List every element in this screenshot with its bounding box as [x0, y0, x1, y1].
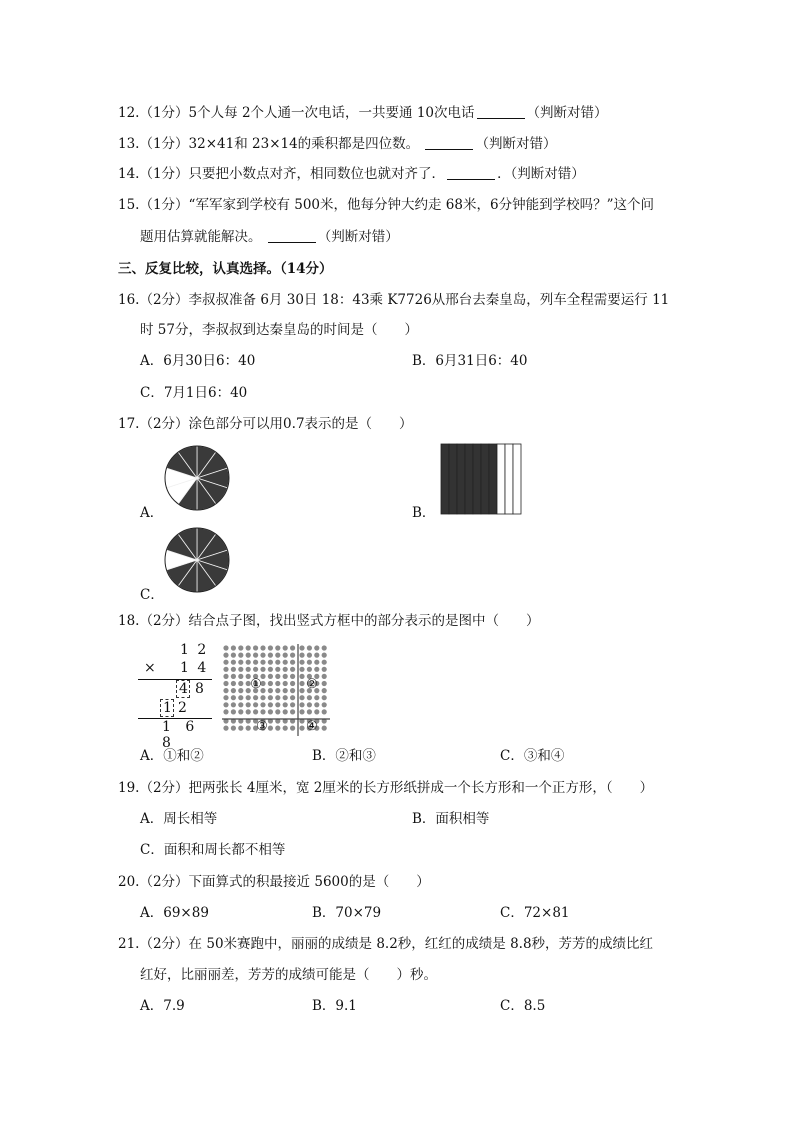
- grid-dot: [246, 667, 251, 672]
- grid-dot: [307, 667, 312, 672]
- multiplicand: 1 2: [180, 642, 209, 658]
- grid-dot: [322, 702, 327, 707]
- grid-dot: [253, 695, 258, 700]
- grid-dot: [268, 660, 273, 665]
- grid-dot: [268, 667, 273, 672]
- grid-dot: [290, 674, 295, 679]
- grid-dot: [246, 702, 251, 707]
- grid-dot: [283, 709, 288, 714]
- grid-dot: [314, 653, 319, 658]
- grid-dot: [253, 645, 258, 650]
- grid-dot: [283, 681, 288, 686]
- answer-blank[interactable]: [447, 165, 495, 180]
- grid-dot: [283, 688, 288, 693]
- grid-dot: [268, 674, 273, 679]
- option-c[interactable]: C．面积和周长都不相等: [140, 842, 286, 858]
- grid-dot: [238, 709, 243, 714]
- answer-blank[interactable]: [268, 228, 316, 243]
- grid-dot: [260, 645, 265, 650]
- grid-dot: [322, 667, 327, 672]
- grid-dot: [275, 709, 280, 714]
- grid-dot: [268, 681, 273, 686]
- grid-dot: [314, 702, 319, 707]
- grid-dot: [246, 726, 251, 731]
- region-label-3: ③: [256, 719, 268, 734]
- divider-line: [138, 679, 212, 680]
- option-a[interactable]: A．7.9: [140, 998, 185, 1014]
- option-a[interactable]: A．6月30日6：40: [140, 353, 256, 369]
- grid-dot: [307, 660, 312, 665]
- grid-dot: [299, 681, 304, 686]
- grid-dot: [322, 726, 327, 731]
- grid-dot: [223, 667, 228, 672]
- boxed-digit: 1: [163, 700, 172, 716]
- grid-dot: [283, 726, 288, 731]
- grid-dot: [231, 667, 236, 672]
- grid-dot: [260, 667, 265, 672]
- region-label-1: ①: [250, 677, 262, 692]
- grid-dot: [322, 681, 327, 686]
- grid-dot: [275, 653, 280, 658]
- grid-dot: [275, 726, 280, 731]
- grid-dot: [268, 695, 273, 700]
- grid-dot: [283, 667, 288, 672]
- pie-chart-a: [163, 444, 231, 512]
- grid-dot: [253, 702, 258, 707]
- grid-dot: [260, 702, 265, 707]
- grid-dot: [223, 695, 228, 700]
- grid-dot: [275, 702, 280, 707]
- dot-grid: [222, 644, 330, 736]
- question-13-hint: （判断对错）: [475, 136, 557, 152]
- grid-dot: [223, 709, 228, 714]
- question-19: 19.（2分）把两张长 4厘米，宽 2厘米的长方形纸拼成一个长方形和一个正方形，（ ）: [118, 780, 654, 796]
- partial-product-digit: 8: [195, 681, 204, 697]
- grid-dot: [223, 660, 228, 665]
- grid-dot: [231, 645, 236, 650]
- bar-segment: [441, 444, 449, 514]
- grid-dot: [314, 667, 319, 672]
- grid-dot: [275, 660, 280, 665]
- bar-segment: [489, 444, 497, 514]
- grid-dot: [246, 709, 251, 714]
- grid-dot: [246, 660, 251, 665]
- grid-dot: [231, 653, 236, 658]
- grid-dot: [231, 681, 236, 686]
- grid-dot: [238, 660, 243, 665]
- option-b[interactable]: B．6月31日6：40: [412, 353, 528, 369]
- question-12: [118, 103, 608, 123]
- question-21-line2: 红好，比丽丽差，芳芳的成绩可能是（ ）秒。: [140, 967, 437, 983]
- grid-dot: [290, 709, 295, 714]
- grid-dot: [314, 645, 319, 650]
- bar-figure-b: [440, 443, 522, 515]
- option-c[interactable]: C．72×81: [500, 905, 570, 921]
- grid-dot: [275, 674, 280, 679]
- question-16-line2: 时 57分，李叔叔到达秦皇岛的时间是（ ）: [140, 322, 418, 338]
- grid-dot: [283, 653, 288, 658]
- option-c[interactable]: C．8.5: [500, 998, 546, 1014]
- question-13: [118, 134, 556, 154]
- grid-dot: [268, 653, 273, 658]
- grid-dot: [238, 726, 243, 731]
- grid-dot: [268, 726, 273, 731]
- grid-dot: [260, 695, 265, 700]
- grid-dot: [307, 709, 312, 714]
- grid-dot: [238, 702, 243, 707]
- grid-dot: [307, 645, 312, 650]
- question-16-line1: 16.（2分）李叔叔准备 6月 30日 18：43乘 K7726从邢台去秦皇岛，列车全程需要运行 11: [118, 292, 670, 308]
- grid-dot: [260, 709, 265, 714]
- grid-dot: [275, 681, 280, 686]
- grid-dot: [238, 688, 243, 693]
- grid-dot: [268, 645, 273, 650]
- grid-dot: [231, 688, 236, 693]
- grid-dot: [268, 688, 273, 693]
- grid-dot: [322, 674, 327, 679]
- grid-dot: [275, 645, 280, 650]
- bar-segment: [513, 444, 521, 514]
- grid-dot: [290, 660, 295, 665]
- question-14-hint: ．（判断对错）: [497, 166, 585, 182]
- bar-segment: [465, 444, 473, 514]
- grid-dot: [223, 726, 228, 731]
- bar-segment: [473, 444, 481, 514]
- question-20: 20.（2分）下面算式的积最接近 5600的是（ ）: [118, 874, 430, 890]
- grid-dot: [238, 653, 243, 658]
- grid-dot: [238, 674, 243, 679]
- grid-dot: [253, 667, 258, 672]
- option-c[interactable]: C．: [140, 587, 164, 603]
- option-b[interactable]: B．: [412, 505, 436, 521]
- grid-dot: [253, 709, 258, 714]
- grid-dot: [238, 695, 243, 700]
- region-label-2: ②: [306, 677, 318, 692]
- question-15-line2: [140, 227, 399, 247]
- grid-dot: [223, 645, 228, 650]
- option-c[interactable]: C．③和④: [500, 748, 565, 764]
- answer-blank[interactable]: [477, 104, 525, 119]
- grid-dot: [290, 726, 295, 731]
- grid-dot: [322, 695, 327, 700]
- grid-dot: [231, 726, 236, 731]
- grid-dot: [290, 653, 295, 658]
- grid-dot: [322, 688, 327, 693]
- question-17: 17.（2分）涂色部分可以用0.7表示的是（ ）: [118, 416, 413, 432]
- grid-dot: [299, 702, 304, 707]
- question-12-text: 12.（1分）5个人每 2个人通一次电话，一共要通 10次电话: [118, 105, 475, 121]
- grid-dot: [238, 645, 243, 650]
- partial-product-digit: 2: [178, 700, 187, 716]
- grid-dot: [231, 660, 236, 665]
- grid-dot: [299, 695, 304, 700]
- product: 1 6 8: [162, 719, 200, 751]
- grid-dot: [290, 681, 295, 686]
- grid-dot: [299, 645, 304, 650]
- grid-dot: [290, 688, 295, 693]
- question-15-text: 题用估算就能解决。: [140, 229, 262, 245]
- question-15-hint: （判断对错）: [317, 229, 399, 245]
- grid-dot: [314, 695, 319, 700]
- option-c[interactable]: C．7月1日6：40: [140, 385, 248, 401]
- grid-dot: [253, 660, 258, 665]
- grid-dot: [231, 695, 236, 700]
- grid-dot: [231, 674, 236, 679]
- question-15-line1: 15.（1分）“军军家到学校有 500米，他每分钟大约走 68米，6分钟能到学校吗？”这个问: [118, 197, 654, 213]
- grid-dot: [299, 653, 304, 658]
- section-heading: 三、反复比较，认真选择。（14分）: [118, 261, 333, 277]
- grid-dot: [246, 645, 251, 650]
- grid-dot: [231, 709, 236, 714]
- grid-dot: [223, 681, 228, 686]
- option-a[interactable]: A．①和②: [140, 748, 204, 764]
- grid-dot: [322, 653, 327, 658]
- grid-dot: [299, 688, 304, 693]
- multiplier: 1 4: [180, 660, 209, 676]
- option-b[interactable]: B．②和③: [312, 748, 376, 764]
- grid-dot: [314, 660, 319, 665]
- grid-dot: [307, 653, 312, 658]
- bar-segment: [449, 444, 457, 514]
- grid-dot: [307, 695, 312, 700]
- bar-segment: [457, 444, 465, 514]
- grid-dot: [260, 660, 265, 665]
- grid-dot: [290, 702, 295, 707]
- question-14-text: 14.（1分）只要把小数点对齐，相同数位也就对齐了．: [118, 166, 446, 182]
- grid-dot: [283, 695, 288, 700]
- grid-dot: [223, 702, 228, 707]
- option-b[interactable]: B．70×79: [312, 905, 382, 921]
- question-13-text: 13.（1分）32×41和 23×14的乘积都是四位数。: [118, 136, 420, 152]
- grid-dot: [299, 674, 304, 679]
- option-a[interactable]: A．周长相等: [140, 811, 218, 827]
- grid-dot: [223, 653, 228, 658]
- question-18: 18.（2分）结合点子图，找出竖式方框中的部分表示的是图中（ ）: [118, 613, 540, 629]
- question-12-hint: （判断对错）: [526, 105, 608, 121]
- pie-chart-c: [163, 526, 231, 594]
- option-a[interactable]: A．69×89: [140, 905, 209, 921]
- grid-dot: [299, 660, 304, 665]
- grid-dot: [253, 653, 258, 658]
- grid-dot: [268, 709, 273, 714]
- grid-dot: [290, 667, 295, 672]
- grid-dot: [322, 645, 327, 650]
- option-b[interactable]: B．面积相等: [412, 811, 490, 827]
- grid-dot: [322, 660, 327, 665]
- option-b[interactable]: B．9.1: [312, 998, 357, 1014]
- times-sign: ×: [144, 660, 156, 676]
- grid-dot: [246, 695, 251, 700]
- grid-dot: [283, 645, 288, 650]
- grid-dot: [322, 709, 327, 714]
- grid-dot: [223, 688, 228, 693]
- grid-dot: [290, 695, 295, 700]
- grid-dot: [307, 702, 312, 707]
- grid-dot: [260, 653, 265, 658]
- grid-dot: [283, 674, 288, 679]
- grid-dot: [275, 688, 280, 693]
- question-14: [118, 164, 585, 184]
- grid-dot: [283, 660, 288, 665]
- bar-segment: [481, 444, 489, 514]
- grid-dot: [231, 702, 236, 707]
- grid-dot: [223, 674, 228, 679]
- option-a[interactable]: A．: [140, 505, 164, 521]
- grid-dot: [238, 681, 243, 686]
- grid-dot: [283, 702, 288, 707]
- boxed-digit: 4: [179, 681, 188, 697]
- grid-dot: [275, 695, 280, 700]
- grid-dot: [246, 653, 251, 658]
- bar-segment: [497, 444, 505, 514]
- grid-dot: [299, 726, 304, 731]
- grid-dot: [299, 667, 304, 672]
- grid-dot: [238, 667, 243, 672]
- grid-dot: [275, 667, 280, 672]
- grid-dot: [290, 645, 295, 650]
- region-label-4: ④: [306, 719, 318, 734]
- grid-dot: [268, 702, 273, 707]
- question-21-line1: 21.（2分）在 50米赛跑中，丽丽的成绩是 8.2秒，红红的成绩是 8.8秒，芳芳的成绩比红: [118, 936, 654, 952]
- grid-dot: [299, 709, 304, 714]
- answer-blank[interactable]: [425, 135, 473, 150]
- bar-segment: [505, 444, 513, 514]
- grid-dot: [314, 709, 319, 714]
- vertical-multiplication: [138, 640, 218, 751]
